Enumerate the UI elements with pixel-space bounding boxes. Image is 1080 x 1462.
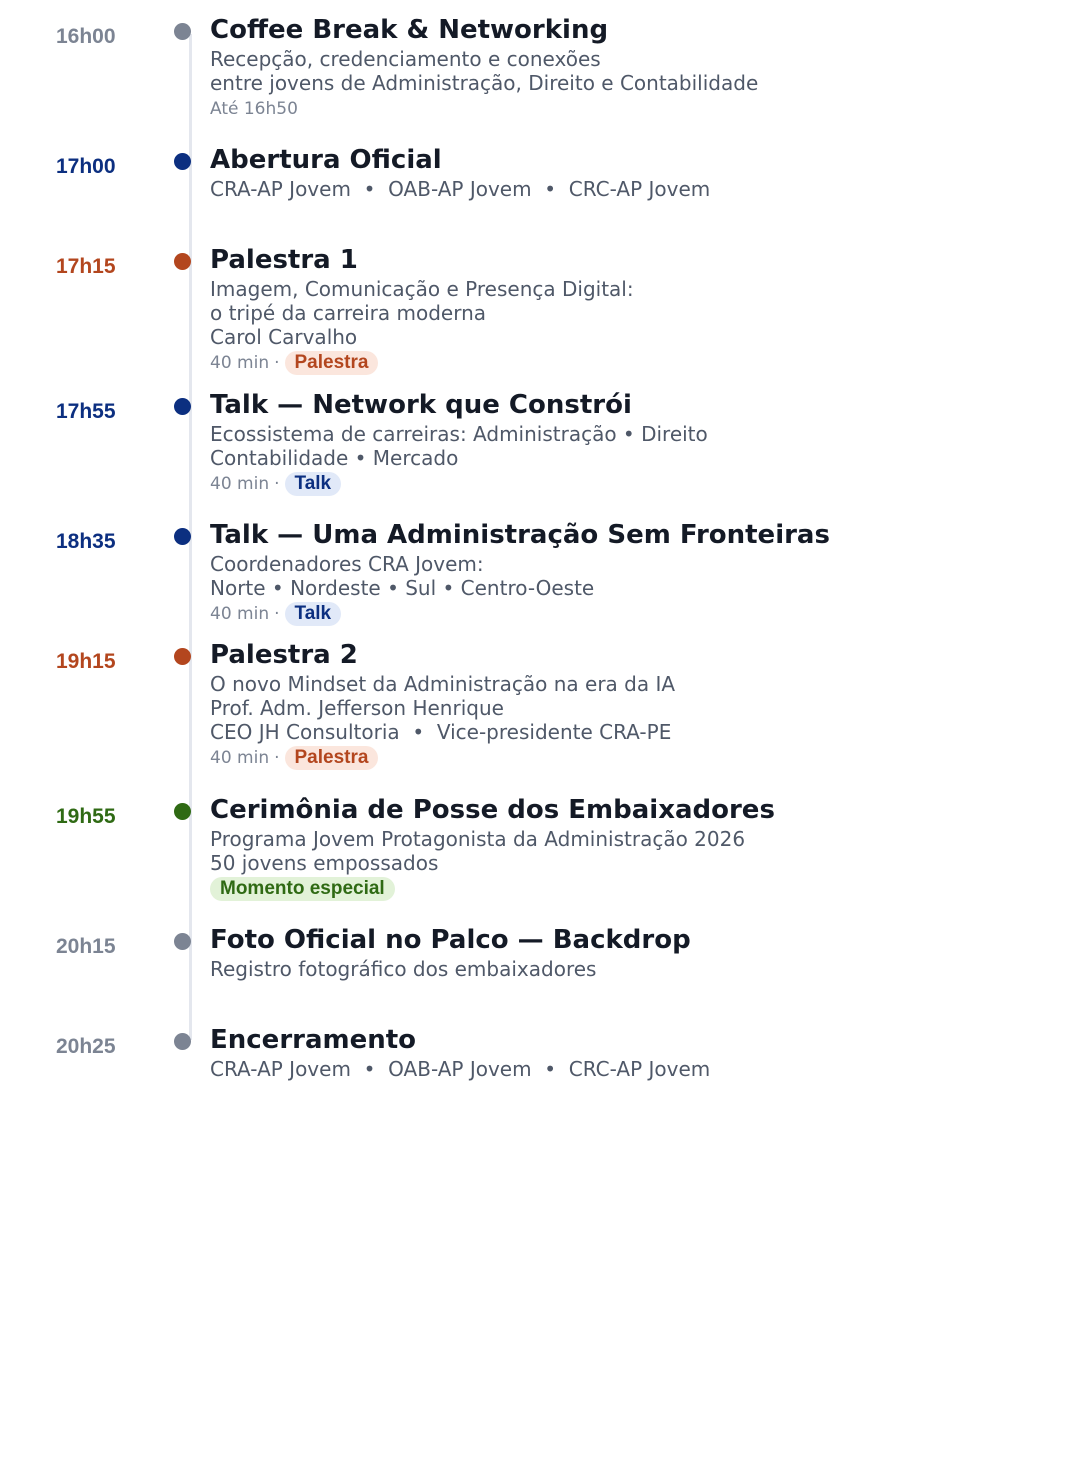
timeline-dot-icon [174, 933, 191, 950]
event-description-line: Contabilidade • Mercado [210, 446, 459, 470]
event-type-badge: Momento especial [210, 877, 395, 901]
event-description-line: Recepção, credenciamento e conexões [210, 47, 601, 71]
event-content [210, 520, 1070, 626]
event-title: Coffee Break & Networking [210, 15, 609, 45]
event-description-line: Norte • Nordeste • Sul • Centro-Oeste [210, 576, 595, 600]
event-time: 20h15 [56, 935, 116, 958]
event-description-line: Ecossistema de carreiras: Administração • Direito [210, 422, 708, 446]
event-title: Palestra 1 [210, 245, 358, 275]
event-meta [210, 351, 1070, 375]
event-duration: 40 min [210, 748, 270, 768]
event-content [210, 795, 1070, 901]
event-content [210, 390, 1070, 496]
timeline-dot-icon [174, 528, 191, 545]
event-time: 19h15 [56, 650, 116, 673]
event-content [210, 925, 1070, 981]
meta-separator: · [274, 353, 280, 373]
event-time: 16h00 [56, 25, 116, 48]
event-time: 20h25 [56, 1035, 116, 1058]
event-description-line: CRA-AP Jovem • OAB-AP Jovem • CRC-AP Jovem [210, 177, 711, 201]
event-duration: 40 min [210, 353, 270, 373]
event-description-line: Programa Jovem Protagonista da Administração 2026 [210, 827, 746, 851]
event-description-line: o tripé da carreira moderna [210, 301, 487, 325]
event-title: Palestra 2 [210, 640, 358, 670]
event-time: 17h00 [56, 155, 116, 178]
timeline-dot-icon [174, 1033, 191, 1050]
event-description-line: entre jovens de Administração, Direito e Contabilidade [210, 71, 759, 95]
event-duration: 40 min [210, 604, 270, 624]
timeline-dot-icon [174, 398, 191, 415]
event-note-text: Até 16h50 [210, 99, 298, 119]
event-meta [210, 602, 1070, 626]
timeline-dot-icon [174, 803, 191, 820]
event-description-line: 50 jovens empossados [210, 851, 439, 875]
event-content [210, 245, 1070, 375]
timeline-dot-icon [174, 23, 191, 40]
event-meta [210, 877, 1070, 901]
event-type-badge: Palestra [285, 351, 379, 375]
event-description-line: O novo Mindset da Administração na era da IA [210, 672, 676, 696]
event-title: Abertura Oficial [210, 145, 442, 175]
event-speaker: Prof. Adm. Jefferson Henrique [210, 696, 504, 720]
event-title: Talk — Uma Administração Sem Fronteiras [210, 520, 830, 550]
event-type-badge: Palestra [285, 746, 379, 770]
timeline-dot-icon [174, 153, 191, 170]
event-duration: 40 min [210, 474, 270, 494]
event-speaker: Carol Carvalho [210, 325, 358, 349]
meta-separator: · [274, 748, 280, 768]
timeline-dot-icon [174, 648, 191, 665]
event-content [210, 145, 1070, 201]
event-time: 17h55 [56, 400, 116, 423]
event-description-line: Imagem, Comunicação e Presença Digital: [210, 277, 634, 301]
event-note [210, 97, 1070, 121]
event-time: 17h15 [56, 255, 116, 278]
event-content [210, 1025, 1070, 1081]
event-content [210, 15, 1070, 121]
meta-separator: · [274, 604, 280, 624]
event-title: Cerimônia de Posse dos Embaixadores [210, 795, 775, 825]
timeline-dot-icon [174, 253, 191, 270]
event-speaker-role: CEO JH Consultoria • Vice-presidente CRA-PE [210, 720, 672, 744]
event-description-line: CRA-AP Jovem • OAB-AP Jovem • CRC-AP Jovem [210, 1057, 711, 1081]
event-type-badge: Talk [285, 602, 342, 626]
event-time: 18h35 [56, 530, 116, 553]
event-title: Foto Oficial no Palco — Backdrop [210, 925, 691, 955]
event-description-line: Coordenadores CRA Jovem: [210, 552, 484, 576]
event-time: 19h55 [56, 805, 116, 828]
event-title: Talk — Network que Constrói [210, 390, 632, 420]
event-type-badge: Talk [285, 472, 342, 496]
meta-separator: · [274, 474, 280, 494]
event-description-line: Registro fotográfico dos embaixadores [210, 957, 597, 981]
event-meta [210, 472, 1070, 496]
event-content [210, 640, 1070, 770]
event-title: Encerramento [210, 1025, 417, 1055]
event-meta [210, 746, 1070, 770]
